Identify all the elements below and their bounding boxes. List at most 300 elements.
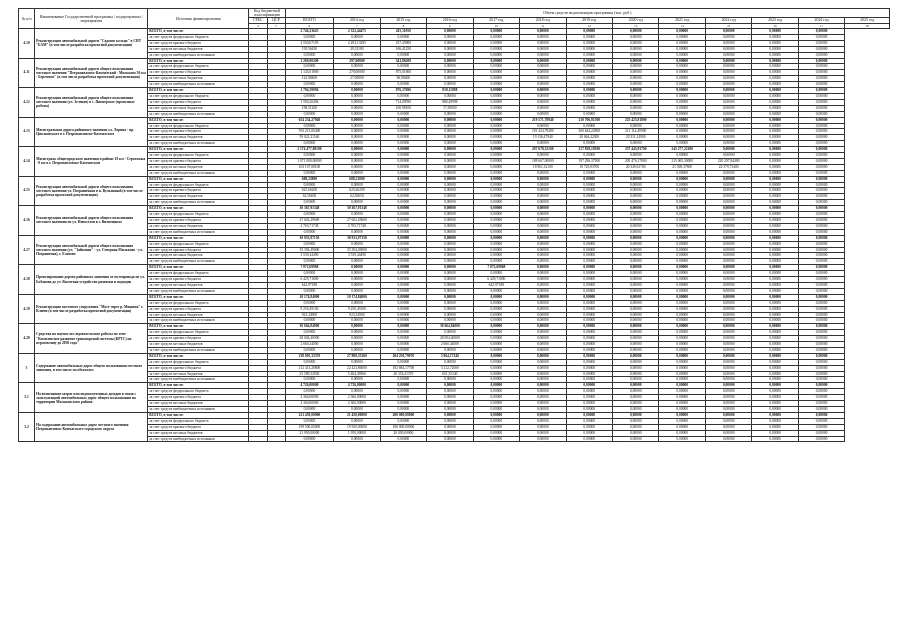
amount-year: 0,00000 — [380, 294, 426, 300]
amount-year: 0,00000 — [752, 218, 798, 224]
amount-year: 0,00000 — [705, 93, 751, 99]
amount-year: 0,00000 — [705, 271, 751, 277]
amount-year: 0,00000 — [427, 330, 473, 336]
column-number: 18 — [845, 24, 890, 29]
amount-year: 0,00000 — [612, 277, 658, 283]
amount-total: 25 589,32830 — [285, 371, 333, 377]
amount-year: 0,00000 — [798, 99, 844, 105]
amount-year: 0,00000 — [612, 170, 658, 176]
amount-year: 0,00000 — [752, 76, 798, 82]
amount-year: 0,00000 — [473, 342, 519, 348]
amount-year: 0,00000 — [427, 229, 473, 235]
amount-year: 0,00000 — [566, 265, 612, 271]
amount-year: 0,00000 — [427, 253, 473, 259]
amount-year: 0,00000 — [752, 342, 798, 348]
amount-total: 123,98400 — [285, 76, 333, 82]
amount-total: 1 071 000,00000 — [285, 158, 333, 164]
amount-year: 0,00000 — [566, 241, 612, 247]
funding-source: за счет средств краевого бюджета — [148, 129, 249, 135]
amount-year: 0,00000 — [798, 141, 844, 147]
amount-year: 0,00000 — [659, 170, 705, 176]
amount-year: 0,00000 — [566, 188, 612, 194]
amount-year: 0,00000 — [612, 306, 658, 312]
column-number: 6 — [285, 24, 333, 29]
funding-source: за счет средств федерального бюджета — [148, 34, 249, 40]
amount-year: 0,00000 — [520, 176, 566, 182]
amount-year: 0,00000 — [566, 330, 612, 336]
amount-year: 0,00000 — [520, 436, 566, 442]
amount-year: 0,00000 — [334, 300, 380, 306]
amount-year: 0,00000 — [566, 288, 612, 294]
amount-total: 103 107,08100 — [285, 164, 333, 170]
funding-source: за счет средств краевого бюджета — [148, 247, 249, 253]
amount-year: 0,00000 — [705, 188, 751, 194]
amount-year: 0,00000 — [427, 29, 473, 35]
amount-total: 0,00000 — [285, 64, 333, 70]
amount-year: 0,00000 — [752, 288, 798, 294]
amount-year: 0,00000 — [427, 300, 473, 306]
amount-year: 0,00000 — [659, 200, 705, 206]
amount-year: 0,00000 — [473, 353, 519, 359]
amount-year: 0,00000 — [659, 29, 705, 35]
funding-source: за счет средств внебюджетных источников — [148, 259, 249, 265]
amount-year: 0,00000 — [798, 105, 844, 111]
funding-source: ВСЕГО, в том числе: — [148, 117, 249, 123]
amount-year: 0,00000 — [427, 407, 473, 413]
amount-year: 0,00000 — [380, 277, 426, 283]
amount-year: 0,00000 — [473, 241, 519, 247]
amount-year: 0,00000 — [473, 29, 519, 35]
amount-year: 0,00000 — [334, 389, 380, 395]
amount-year: 0,00000 — [659, 229, 705, 235]
amount-year: 0,00000 — [659, 194, 705, 200]
header-source: Источник финансирования — [148, 9, 249, 29]
amount-year: 0,00000 — [380, 111, 426, 117]
amount-year: 0,00000 — [520, 353, 566, 359]
amount-year: 0,00000 — [380, 312, 426, 318]
amount-year: 0,00000 — [752, 147, 798, 153]
amount-year: 0,00000 — [427, 395, 473, 401]
amount-year: 0,00000 — [659, 418, 705, 424]
amount-year: 0,00000 — [566, 223, 612, 229]
amount-year: 0,00000 — [705, 259, 751, 265]
amount-year: 0,00000 — [612, 383, 658, 389]
amount-year: 0,00000 — [798, 336, 844, 342]
amount-year: 0,00000 — [566, 401, 612, 407]
amount-year: 0,00000 — [380, 389, 426, 395]
amount-year: 0,00000 — [798, 418, 844, 424]
amount-year: 0,00000 — [566, 271, 612, 277]
amount-year: 0,00000 — [612, 288, 658, 294]
amount-year: 0,00000 — [427, 129, 473, 135]
amount-year: 0,00000 — [427, 235, 473, 241]
amount-year: 0,00000 — [566, 395, 612, 401]
amount-year: 0,00000 — [798, 330, 844, 336]
amount-year: 0,00000 — [612, 76, 658, 82]
amount-year: 0,00000 — [427, 58, 473, 64]
amount-year: 0,00000 — [427, 223, 473, 229]
amount-year: 0,00000 — [659, 294, 705, 300]
amount-year: 0,00000 — [705, 29, 751, 35]
funding-source: за счет средств внебюджетных источников — [148, 82, 249, 88]
amount-year: 0,00000 — [473, 129, 519, 135]
amount-year: 0,00000 — [380, 271, 426, 277]
amount-year: 0,00000 — [612, 247, 658, 253]
amount-year: 0,00000 — [380, 253, 426, 259]
amount-year: 0,00000 — [752, 277, 798, 283]
funding-source: за счет средств краевого бюджета — [148, 365, 249, 371]
amount-year: 166,41250 — [380, 46, 426, 52]
header-year: 2021 год — [659, 18, 705, 24]
amount-year: 0,00000 — [659, 58, 705, 64]
amount-total: 1 594,20494 — [285, 99, 333, 105]
csr-cell — [267, 436, 285, 442]
amount-year: 0,00000 — [798, 153, 844, 159]
item-number: 4.19 — [19, 294, 35, 324]
amount-year: 0,00000 — [612, 407, 658, 413]
amount-year: 0,00000 — [659, 82, 705, 88]
amount-year: 0,00000 — [473, 88, 519, 94]
amount-year: 0,00000 — [473, 99, 519, 105]
amount-year: 0,00000 — [473, 64, 519, 70]
item-name: Реконструкция мостового сооружения "Мост через р. Мишина" г. Ключи (в том числе разработка проектной документации) — [35, 294, 148, 324]
amount-total: 625,66200 — [285, 188, 333, 194]
amount-year: 0,00000 — [380, 347, 426, 353]
amount-year: 0,00000 — [473, 70, 519, 76]
amount-year: 0,00000 — [798, 176, 844, 182]
amount-year: 0,00000 — [659, 70, 705, 76]
amount-year: 0,00000 — [520, 194, 566, 200]
funding-source: за счет средств федерального бюджета — [148, 418, 249, 424]
amount-year: 0,00000 — [705, 412, 751, 418]
amount-year: 0,00000 — [380, 141, 426, 147]
amount-year: 0,00000 — [473, 318, 519, 324]
amount-total: 27 602,29600 — [285, 218, 333, 224]
amount-year: 0,00000 — [520, 253, 566, 259]
amount-year: 0,00000 — [798, 430, 844, 436]
amount-total: 7 072,69968 — [285, 265, 333, 271]
amount-year: 0,00000 — [520, 153, 566, 159]
amount-year: 0,00000 — [752, 312, 798, 318]
amount-year: 0,00000 — [334, 277, 380, 283]
amount-year: 0,00000 — [705, 436, 751, 442]
amount-year: 219 571,78940 — [520, 117, 566, 123]
amount-year: 0,00000 — [427, 412, 473, 418]
amount-year: 0,00000 — [798, 52, 844, 58]
amount-year: 0,00000 — [705, 371, 751, 377]
amount-year: 0,00000 — [473, 188, 519, 194]
amount-year: 0,00000 — [705, 111, 751, 117]
amount-year: 0,00000 — [659, 111, 705, 117]
amount-year: 0,00000 — [752, 271, 798, 277]
amount-year: 0,00000 — [659, 105, 705, 111]
amount-year: 0,00000 — [659, 353, 705, 359]
amount-year: 0,00000 — [520, 34, 566, 40]
amount-year: 0,00000 — [427, 182, 473, 188]
funding-source: ВСЕГО, в том числе: — [148, 383, 249, 389]
amount-year: 0,00000 — [659, 306, 705, 312]
amount-year: 0,00000 — [612, 430, 658, 436]
amount-total: 28 004,40000 — [285, 336, 333, 342]
amount-year: 0,00000 — [752, 64, 798, 70]
amount-year: 714,09596 — [380, 99, 426, 105]
funding-source: за счет средств внебюджетных источников — [148, 141, 249, 147]
amount-year: 0,00000 — [659, 34, 705, 40]
amount-year: 0,00000 — [705, 241, 751, 247]
amount-year: 0,00000 — [752, 365, 798, 371]
amount-total: 2 765,71748 — [285, 223, 333, 229]
amount-year: 0,00000 — [520, 324, 566, 330]
amount-year: 0,00000 — [752, 265, 798, 271]
amount-year: 0,00000 — [752, 70, 798, 76]
amount-year: 0,00000 — [334, 318, 380, 324]
amount-year: 0,00000 — [705, 253, 751, 259]
amount-year: 0,00000 — [334, 241, 380, 247]
amount-year: 0,00000 — [473, 430, 519, 436]
amount-year: 0,00000 — [520, 300, 566, 306]
header-year: 2022 год — [705, 18, 751, 24]
amount-year: 0,00000 — [520, 241, 566, 247]
amount-year: 0,00000 — [798, 182, 844, 188]
amount-year: 0,00000 — [659, 342, 705, 348]
amount-year: 0,00000 — [380, 306, 426, 312]
funding-source: за счет средств местных бюджетов — [148, 76, 249, 82]
amount-year: 0,00000 — [473, 194, 519, 200]
amount-year: 0,00000 — [520, 123, 566, 129]
amount-year: 0,00000 — [427, 282, 473, 288]
amount-year: 0,00000 — [612, 300, 658, 306]
amount-year: 20 000,00000 — [380, 430, 426, 436]
amount-year: 0,00000 — [612, 58, 658, 64]
amount-year: 0,00000 — [520, 318, 566, 324]
amount-year: 0,00000 — [798, 395, 844, 401]
amount-year: 0,00000 — [612, 182, 658, 188]
column-number: 5 — [267, 24, 285, 29]
amount-year: 0,00000 — [612, 265, 658, 271]
amount-year: 0,00000 — [473, 153, 519, 159]
amount-year: 0,00000 — [798, 34, 844, 40]
amount-year: 0,00000 — [752, 395, 798, 401]
amount-year: 0,00000 — [705, 223, 751, 229]
amount-year: 0,00000 — [380, 52, 426, 58]
amount-total: 9 250,49100 — [285, 306, 333, 312]
amount-year: 0,00000 — [473, 389, 519, 395]
amount-year: 0,00000 — [566, 123, 612, 129]
amount-year: 688,23800 — [334, 176, 380, 182]
amount-year: 0,00000 — [566, 253, 612, 259]
amount-year: 0,00000 — [705, 247, 751, 253]
amount-year: 0,00000 — [520, 76, 566, 82]
item-name: Реконструкция автомобильной дороги "Садовое кольцо" в СНТ "БАМ" (в том числе разработка проектной документации) — [35, 29, 148, 59]
amount-year: 0,00000 — [427, 259, 473, 265]
amount-year: 0,00000 — [798, 318, 844, 324]
amount-year: 0,00000 — [427, 389, 473, 395]
amount-year: 0,00000 — [612, 424, 658, 430]
header-year: 2023 год — [752, 18, 798, 24]
amount-total: 35 394,49000 — [285, 247, 333, 253]
amount-year: 0,00000 — [427, 306, 473, 312]
funding-source: за счет средств краевого бюджета — [148, 188, 249, 194]
amount-total: 238 003,33370 — [285, 353, 333, 359]
amount-year: 0,00000 — [612, 223, 658, 229]
amount-year: 0,00000 — [566, 371, 612, 377]
amount-year: 0,00000 — [752, 436, 798, 442]
amount-year: 0,00000 — [612, 111, 658, 117]
funding-source: за счет средств внебюджетных источников — [148, 436, 249, 442]
amount-year: 0,00000 — [334, 288, 380, 294]
amount-year: 0,00000 — [705, 282, 751, 288]
amount-year: 0,00000 — [752, 229, 798, 235]
amount-year: 0,00000 — [380, 147, 426, 153]
amount-year: 0,00000 — [752, 353, 798, 359]
amount-year: 0,00000 — [473, 424, 519, 430]
amount-year: 0,00000 — [752, 170, 798, 176]
amount-year: 9 250,49100 — [334, 306, 380, 312]
amount-year: 923,34900 — [334, 312, 380, 318]
amount-year: 0,00000 — [473, 401, 519, 407]
budget-sheet — [18, 8, 890, 442]
amount-year: 0,00000 — [520, 401, 566, 407]
amount-year: 0,00000 — [427, 158, 473, 164]
amount-year: 0,00000 — [798, 147, 844, 153]
amount-year: 27,00000 — [334, 76, 380, 82]
funding-source: ВСЕГО, в том числе: — [148, 353, 249, 359]
amount-year: 0,00000 — [705, 206, 751, 212]
amount-year: 188 667,00000 — [520, 158, 566, 164]
amount-year: 0,00000 — [612, 188, 658, 194]
funding-source: ВСЕГО, в том числе: — [148, 235, 249, 241]
amount-total: 0,00000 — [285, 241, 333, 247]
amount-year: 0,00000 — [705, 365, 751, 371]
amount-year: 0,00000 — [752, 424, 798, 430]
amount-year: 0,00000 — [752, 153, 798, 159]
amount-year: 0,00000 — [520, 282, 566, 288]
amount-year: 0,00000 — [705, 347, 751, 353]
amount-year: 0,00000 — [520, 395, 566, 401]
amount-year: 0,00000 — [473, 105, 519, 111]
amount-year: 0,00000 — [520, 365, 566, 371]
amount-year: 0,00000 — [659, 241, 705, 247]
amount-year: 0,00000 — [612, 282, 658, 288]
amount-total: 654 234,27940 — [285, 117, 333, 123]
amount-year: 0,00000 — [705, 88, 751, 94]
amount-year: 0,00000 — [752, 330, 798, 336]
amount-year: 0,00000 — [427, 123, 473, 129]
funding-source: за счет средств внебюджетных источников — [148, 200, 249, 206]
amount-year: 0,00000 — [798, 40, 844, 46]
amount-year: 0,00000 — [520, 212, 566, 218]
program-funding-table — [18, 8, 890, 442]
amount-year: 0,00000 — [752, 223, 798, 229]
amount-total: 0,00000 — [285, 330, 333, 336]
amount-year: 0,00000 — [427, 383, 473, 389]
amount-year: 0,00000 — [798, 383, 844, 389]
item-name: Реконструкция автомобильной дороги общего пользования местного значения (ул. Зеленая) в с. Пионерское (проектные работы) — [35, 88, 148, 118]
amount-year: 0,00000 — [752, 282, 798, 288]
amount-year: 0,00000 — [705, 194, 751, 200]
amount-year: 0,00000 — [798, 365, 844, 371]
amount-year: 62,56650 — [334, 194, 380, 200]
amount-year: 0,00000 — [705, 383, 751, 389]
amount-year: 341,86200 — [380, 58, 426, 64]
amount-year: 0,00000 — [798, 300, 844, 306]
header-year: 2015 год — [380, 18, 426, 24]
amount-year: 0,00000 — [659, 52, 705, 58]
amount-year: 0,00000 — [566, 229, 612, 235]
amount-year: 0,00000 — [566, 259, 612, 265]
amount-year: 0,00000 — [705, 300, 751, 306]
amount-total: 0,00000 — [285, 170, 333, 176]
amount-year: 0,00000 — [612, 200, 658, 206]
amount-year: 0,00000 — [427, 288, 473, 294]
amount-year: 0,00000 — [380, 153, 426, 159]
amount-year: 0,00000 — [612, 401, 658, 407]
amount-total: 212 413,20800 — [285, 365, 333, 371]
amount-year: 0,00000 — [427, 76, 473, 82]
amount-total: 0,00000 — [285, 111, 333, 117]
amount-year: 0,00000 — [798, 70, 844, 76]
amount-year: 0,00000 — [659, 123, 705, 129]
amount-year: 0,00000 — [798, 407, 844, 413]
header-year: 2020 год — [612, 18, 658, 24]
amount-year: 0,00000 — [798, 436, 844, 442]
amount-year: 100,98100 — [380, 105, 426, 111]
amount-year: 270,00000 — [334, 70, 380, 76]
amount-year: 0,00000 — [659, 153, 705, 159]
amount-year: 0,00000 — [705, 141, 751, 147]
amount-year: 0,00000 — [705, 424, 751, 430]
amount-year: 0,00000 — [520, 58, 566, 64]
amount-year: 0,00000 — [334, 342, 380, 348]
amount-year: 0,00000 — [427, 318, 473, 324]
amount-year: 0,00000 — [427, 359, 473, 365]
funding-source: за счет средств краевого бюджета — [148, 424, 249, 430]
amount-year: 0,00000 — [334, 82, 380, 88]
amount-total: 30 367,91348 — [285, 206, 333, 212]
amount-year: 0,00000 — [612, 99, 658, 105]
amount-year: 0,00000 — [520, 182, 566, 188]
amount-year: 0,00000 — [566, 34, 612, 40]
amount-year: 0,00000 — [334, 259, 380, 265]
amount-year: 0,00000 — [752, 247, 798, 253]
amount-year: 0,00000 — [380, 324, 426, 330]
column-number: 9 — [427, 24, 473, 29]
amount-total: 38 933,97150 — [285, 235, 333, 241]
funding-source: ВСЕГО, в том числе: — [148, 324, 249, 330]
amount-year: 0,00000 — [612, 194, 658, 200]
amount-year: 0,00000 — [659, 347, 705, 353]
amount-year: 0,00000 — [705, 117, 751, 123]
amount-year: 0,00000 — [705, 52, 751, 58]
amount-year: 0,00000 — [380, 206, 426, 212]
amount-year: 0,00000 — [473, 324, 519, 330]
amount-year: 0,00000 — [566, 212, 612, 218]
amount-year: 0,00000 — [520, 271, 566, 277]
amount-year: 0,00000 — [659, 277, 705, 283]
amount-year: 0,00000 — [566, 40, 612, 46]
amount-year: 0,00000 — [798, 259, 844, 265]
amount-year: 0,00000 — [798, 123, 844, 129]
amount-year: 0,00000 — [705, 64, 751, 70]
amount-year: 0,00000 — [334, 229, 380, 235]
amount-year: 0,00000 — [752, 241, 798, 247]
item-number: 5.2 — [19, 412, 35, 442]
amount-year: 0,00000 — [705, 353, 751, 359]
amount-year: 0,00000 — [798, 76, 844, 82]
amount-year: 0,00000 — [612, 418, 658, 424]
amount-year: 0,00000 — [334, 265, 380, 271]
amount-year: 0,00000 — [752, 430, 798, 436]
